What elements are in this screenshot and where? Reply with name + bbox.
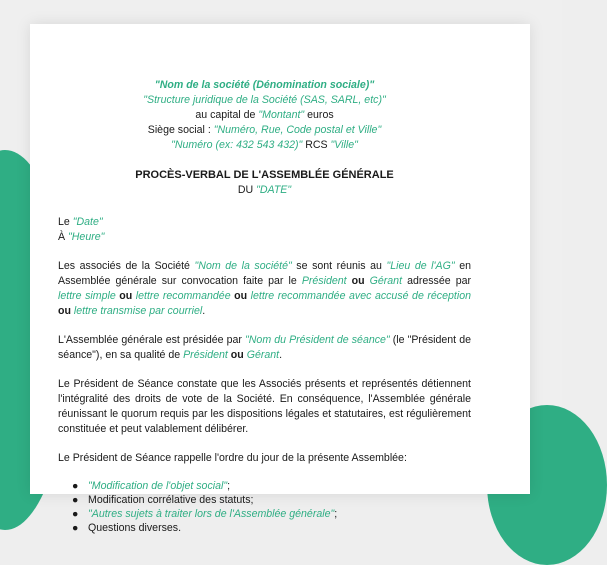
- title-date-placeholder: "DATE": [256, 184, 292, 196]
- capital-amount-placeholder: "Montant": [258, 109, 305, 121]
- paragraph-presidency: L'Assemblée générale est présidée par "Nom du Président de séance" (le "Président de séance"), en sa qualité de Président ou Gérant.: [58, 334, 471, 361]
- agenda-list: [58, 479, 471, 535]
- registered-office-line: Siège social : "Numéro, Rue, Code postal et Ville": [147, 124, 382, 136]
- agenda-item: ● Questions diverses.: [72, 522, 182, 534]
- meeting-datetime: Le "Date" À "Heure": [58, 216, 105, 243]
- rcs-city-placeholder: "Ville": [330, 139, 358, 151]
- agenda-item: ● Modification corrélative des statuts;: [72, 494, 254, 506]
- address-placeholder: "Numéro, Rue, Code postal et Ville": [213, 124, 382, 136]
- bullet-icon: ●: [72, 508, 79, 520]
- bullet-icon: ●: [72, 494, 79, 506]
- bullet-icon: ●: [72, 480, 79, 492]
- document-date-line: DU "DATE": [237, 184, 292, 196]
- bullet-icon: ●: [72, 522, 79, 534]
- time-placeholder: "Heure": [68, 231, 105, 243]
- agenda-item: ● "Modification de l'objet social";: [72, 480, 231, 492]
- rcs-line: "Numéro (ex: 432 543 432)" RCS "Ville": [171, 139, 358, 151]
- paragraph-quorum: Le Président de Séance constate que les Associés présents et représentés détiennent l'intégralité des droits de vote de la Société. En conséquence, l'Assemblée générale réunissant le quorum requis par les dispositions légales et statutaires, est régulièrement constituée et peut valablement délibérer.: [58, 378, 471, 435]
- president-name-placeholder: "Nom du Président de séance": [245, 334, 390, 346]
- company-header: [58, 78, 471, 153]
- document-title: PROCÈS-VERBAL DE L'ASSEMBLÉE GÉNÉRALE: [135, 169, 394, 181]
- company-placeholder: "Nom de la société": [194, 260, 292, 272]
- paragraph-convocation: Les associés de la Société "Nom de la société" se sont réunis au "Lieu de l'AG" en Assemblée générale sur convocation faite par le Président ou Gérant adressée par lettre simple ou lettre recommandée ou lettre recommandée avec accusé de réception ou lettre transmise par courriel.: [58, 260, 472, 317]
- capital-line: au capital de "Montant" euros: [195, 109, 334, 121]
- paragraph-agenda-intro: Le Président de Séance rappelle l'ordre du jour de la présente Assemblée:: [58, 452, 407, 464]
- company-name-placeholder: "Nom de la société (Dénomination sociale)": [154, 79, 375, 91]
- document-body: [58, 78, 471, 535]
- legal-structure-placeholder: "Structure juridique de la Société (SAS, SARL, etc)": [143, 94, 386, 106]
- date-placeholder: "Date": [72, 216, 103, 228]
- location-placeholder: "Lieu de l'AG": [386, 260, 455, 272]
- agenda-item: ● "Autres sujets à traiter lors de l'Assemblée générale";: [72, 508, 338, 520]
- rcs-number-placeholder: "Numéro (ex: 432 543 432)": [171, 139, 303, 151]
